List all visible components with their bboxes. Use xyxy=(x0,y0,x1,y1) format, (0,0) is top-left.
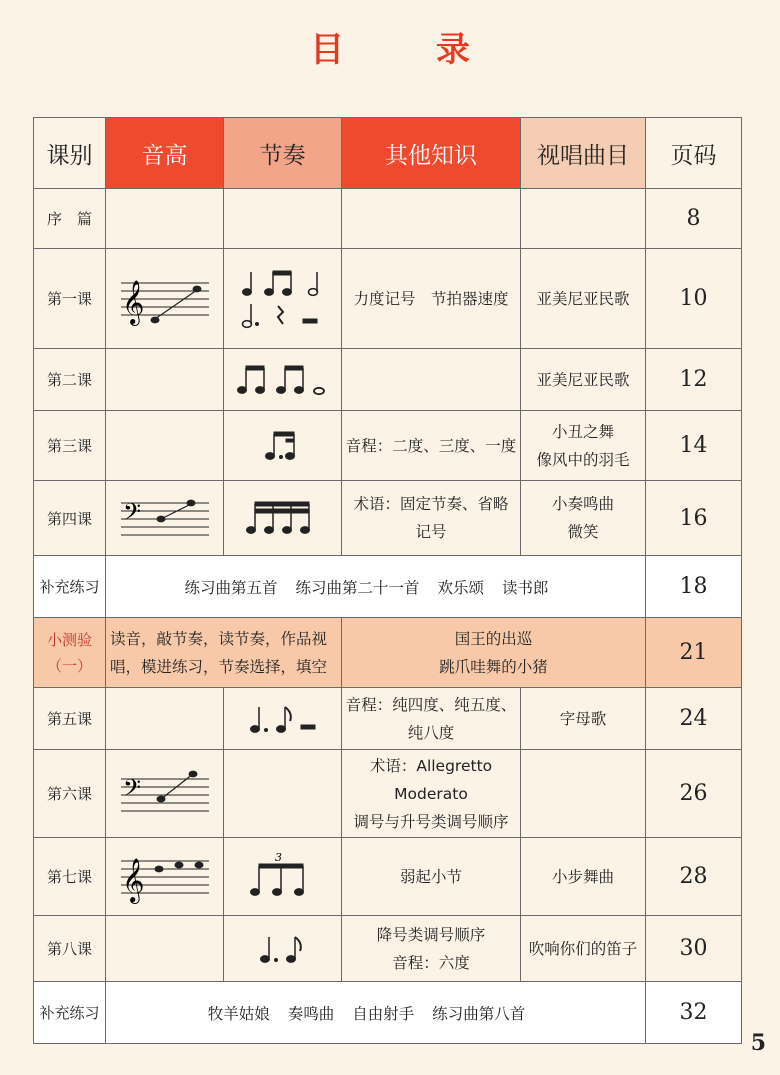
treble-staff-icon xyxy=(117,269,213,329)
table-row xyxy=(34,750,742,838)
sight-singing-songs: 小丑之舞 像风中的羽毛 xyxy=(521,411,646,481)
page-link[interactable]: 30 xyxy=(646,916,742,982)
other-knowledge: 音程：纯四度、纯五度、 纯八度 xyxy=(342,688,521,750)
lesson-name: 第六课 xyxy=(34,750,106,838)
lesson-name: 第三课 xyxy=(34,411,106,481)
page-number: 5 xyxy=(750,1030,766,1056)
header-lesson: 课别 xyxy=(34,118,106,189)
sight-singing-songs: 小步舞曲 xyxy=(521,838,646,916)
page-link[interactable]: 26 xyxy=(646,750,742,838)
page-link[interactable]: 14 xyxy=(646,411,742,481)
pitch-cell xyxy=(106,481,224,556)
pitch-cell xyxy=(106,838,224,916)
page-link[interactable]: 32 xyxy=(646,982,742,1044)
lesson-name: 第七课 xyxy=(34,838,106,916)
contents-table xyxy=(33,117,742,1044)
other-knowledge: 降号类调号顺序 音程：六度 xyxy=(342,916,521,982)
svg-text:𝄢: 𝄢 xyxy=(122,773,141,807)
rhythm-notes-icon xyxy=(243,496,323,540)
other-knowledge: 术语：固定节奏、省略 记号 xyxy=(342,481,521,556)
lesson-name: 第四课 xyxy=(34,481,106,556)
page-link[interactable]: 21 xyxy=(646,618,742,688)
header-row xyxy=(34,118,742,189)
table-row xyxy=(34,349,742,411)
lesson-name: 第八课 xyxy=(34,916,106,982)
table-row xyxy=(34,838,742,916)
other-knowledge: 术语：Allegretto Moderato 调号与升号类调号顺序 xyxy=(342,750,521,838)
page-link[interactable]: 18 xyxy=(646,556,742,618)
header-page: 页码 xyxy=(646,118,742,189)
table-row xyxy=(34,982,742,1044)
sight-singing-songs: 亚美尼亚民歌 xyxy=(521,349,646,411)
page-link[interactable]: 10 xyxy=(646,249,742,349)
svg-text:𝄞: 𝄞 xyxy=(121,279,144,324)
sight-singing-songs: 字母歌 xyxy=(521,688,646,750)
rhythm-notes-icon xyxy=(243,852,323,902)
table-row xyxy=(34,618,742,688)
sight-singing-songs: 吹响你们的笛子 xyxy=(521,916,646,982)
svg-text:𝄞: 𝄞 xyxy=(121,857,144,902)
supplement-items: 牧羊姑娘 奏鸣曲 自由射手 练习曲第八首 xyxy=(106,982,646,1044)
rhythm-notes-icon xyxy=(233,360,333,400)
table-row xyxy=(34,556,742,618)
rhythm-cell xyxy=(224,688,342,750)
header-sight-singing: 视唱曲目 xyxy=(521,118,646,189)
table-row xyxy=(34,916,742,982)
other-knowledge: 音程：二度、三度、一度 xyxy=(342,411,521,481)
page-link[interactable]: 16 xyxy=(646,481,742,556)
triplet-mark: 3 xyxy=(274,851,282,864)
header-pitch: 音高 xyxy=(106,118,224,189)
svg-text:𝄢: 𝄢 xyxy=(122,498,141,531)
rhythm-notes-icon xyxy=(233,266,333,332)
sight-singing-songs: 亚美尼亚民歌 xyxy=(521,249,646,349)
lesson-name: 第一课 xyxy=(34,249,106,349)
page-link[interactable]: 12 xyxy=(646,349,742,411)
page-link[interactable]: 28 xyxy=(646,838,742,916)
lesson-name: 序 篇 xyxy=(34,189,106,249)
page-link[interactable]: 24 xyxy=(646,688,742,750)
table-row xyxy=(34,481,742,556)
lesson-name: 补充练习 xyxy=(34,556,106,618)
bass-staff-icon xyxy=(117,769,213,819)
rhythm-cell xyxy=(224,249,342,349)
rhythm-notes-icon xyxy=(253,929,313,969)
table-row xyxy=(34,189,742,249)
header-rhythm: 节奏 xyxy=(224,118,342,189)
supplement-items: 练习曲第五首 练习曲第二十一首 欢乐颂 读书郎 xyxy=(106,556,646,618)
page-link[interactable]: 8 xyxy=(646,189,742,249)
pitch-cell xyxy=(106,750,224,838)
lesson-name: 小测验 （一） xyxy=(34,618,106,688)
lesson-name: 第二课 xyxy=(34,349,106,411)
rhythm-notes-icon xyxy=(258,426,308,466)
table-row xyxy=(34,688,742,750)
bass-staff-icon xyxy=(117,493,213,543)
rhythm-cell xyxy=(224,349,342,411)
rhythm-cell xyxy=(224,481,342,556)
other-knowledge: 弱起小节 xyxy=(342,838,521,916)
rhythm-cell xyxy=(224,916,342,982)
rhythm-notes-icon xyxy=(243,699,323,739)
rhythm-cell xyxy=(224,411,342,481)
quiz-tasks: 读音，敲节奏，读节奏，作品视 唱，模进练习，节奏选择，填空 xyxy=(106,618,342,688)
header-other-knowledge: 其他知识 xyxy=(342,118,521,189)
page-title: 目 录 xyxy=(310,30,510,70)
table-row xyxy=(34,249,742,349)
lesson-name: 第五课 xyxy=(34,688,106,750)
treble-staff-icon xyxy=(117,847,213,907)
other-knowledge: 力度记号 节拍器速度 xyxy=(342,249,521,349)
pitch-cell xyxy=(106,249,224,349)
sight-singing-songs: 国王的出巡 跳爪哇舞的小猪 xyxy=(342,618,646,688)
sight-singing-songs: 小奏鸣曲 微笑 xyxy=(521,481,646,556)
table-row xyxy=(34,411,742,481)
rhythm-cell xyxy=(224,838,342,916)
lesson-name: 补充练习 xyxy=(34,982,106,1044)
